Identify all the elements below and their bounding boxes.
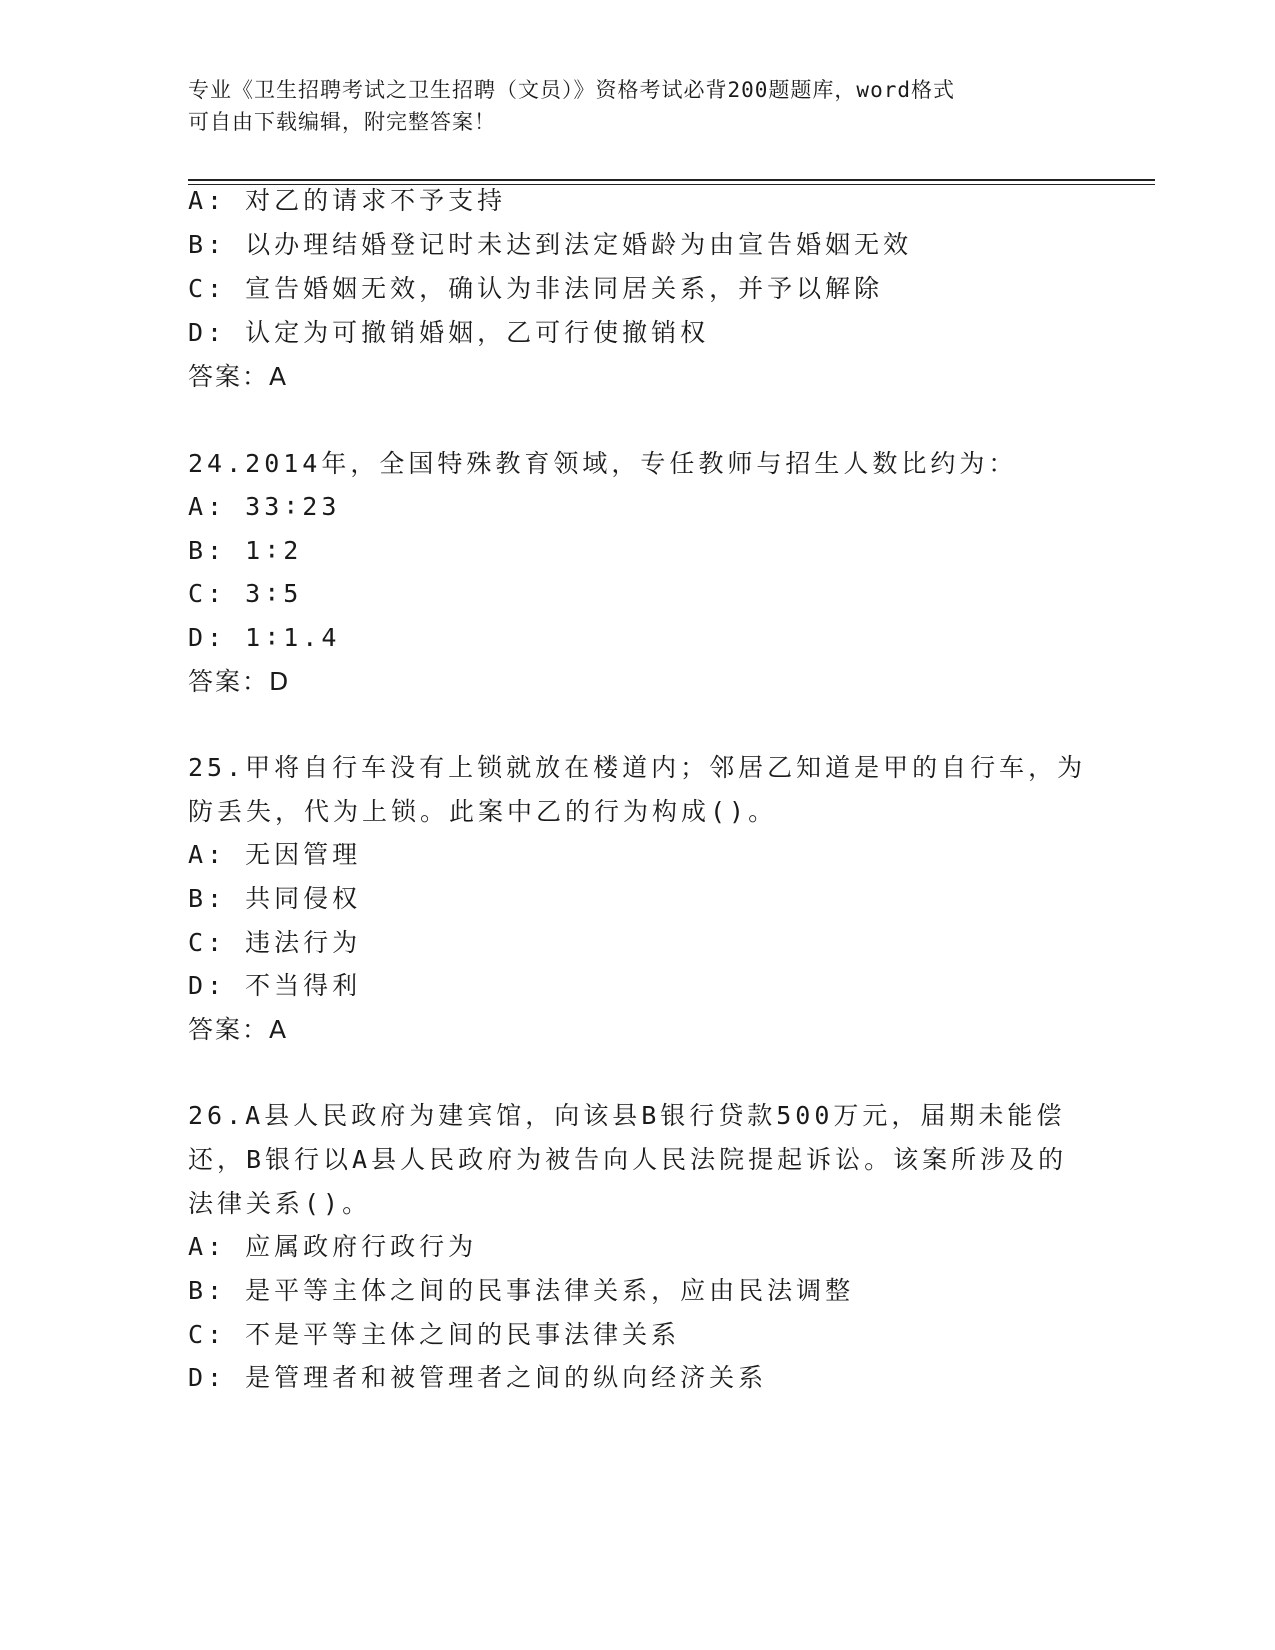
q25-option-a: A: 无因管理 (188, 840, 362, 869)
q26-option-a: A: 应属政府行政行为 (188, 1232, 478, 1261)
q25-answer: 答案：A (188, 1015, 289, 1044)
q24-stem: 24.2014年，全国特殊教育领域，专任教师与招生人数比约为： (188, 449, 1018, 478)
q25-option-c: C: 违法行为 (188, 928, 362, 957)
q26-stem-line1: 26.A县人民政府为建宾馆，向该县B银行贷款500万元，届期未能偿 (188, 1101, 1066, 1130)
q25-stem-line2: 防丢失，代为上锁。此案中乙的行为构成()。 (188, 797, 778, 826)
q26-stem-line3: 法律关系()。 (188, 1189, 372, 1218)
header-title-line2: 可自由下载编辑，附完整答案！ (188, 110, 496, 134)
q26-stem-line2: 还，B银行以A县人民政府为被告向人民法院提起诉讼。该案所涉及的 (188, 1145, 1068, 1174)
q25-stem-line1: 25.甲将自行车没有上锁就放在楼道内；邻居乙知道是甲的自行车，为 (188, 753, 1087, 782)
q24-option-b: B: 1∶2 (188, 536, 303, 565)
q23-option-d: D: 认定为可撤销婚姻，乙可行使撤销权 (188, 318, 710, 347)
q26-option-d: D: 是管理者和被管理者之间的纵向经济关系 (188, 1363, 768, 1392)
q26-option-c: C: 不是平等主体之间的民事法律关系 (188, 1320, 681, 1349)
header-title-line1: 专业《卫生招聘考试之卫生招聘（文员）》资格考试必背200题题库，word格式 (188, 78, 955, 102)
q24-option-a: A: 33∶23 (188, 492, 341, 521)
document-header (188, 74, 1088, 138)
q24-answer: 答案：D (188, 667, 291, 696)
q24-option-c: C: 3∶5 (188, 579, 303, 608)
q25-option-b: B: 共同侵权 (188, 884, 362, 913)
q26-option-b: B: 是平等主体之间的民事法律关系，应由民法调整 (188, 1276, 855, 1305)
q23-option-c: C: 宣告婚姻无效，确认为非法同居关系，并予以解除 (188, 274, 884, 303)
q24-option-d: D: 1∶1.4 (188, 623, 341, 652)
q23-answer: 答案：A (188, 362, 289, 391)
q23-option-a: A: 对乙的请求不予支持 (188, 186, 507, 215)
q25-option-d: D: 不当得利 (188, 971, 362, 1000)
q23-option-b: B: 以办理结婚登记时未达到法定婚龄为由宣告婚姻无效 (188, 230, 913, 259)
header-divider-thick (188, 179, 1155, 181)
